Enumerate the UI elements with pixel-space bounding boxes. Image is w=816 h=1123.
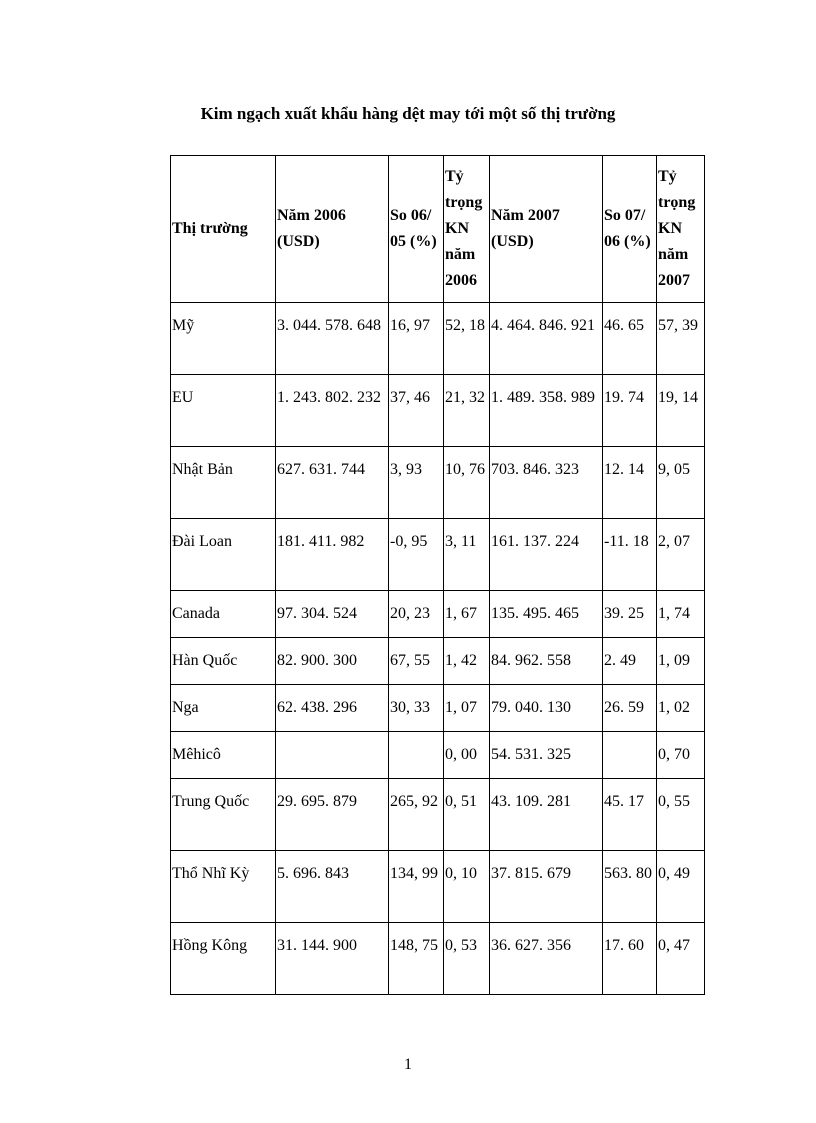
header-value-2006: Năm 2006 (USD)	[276, 156, 389, 303]
cell-share-2006: 21, 32	[444, 375, 490, 447]
table-row	[171, 375, 705, 447]
cell-market: Thổ Nhĩ Kỳ	[171, 851, 276, 923]
cell-share-2007: 19, 14	[657, 375, 705, 447]
cell-growth-06-05: 16, 97	[389, 303, 444, 375]
cell-share-2007: 1, 02	[657, 685, 705, 732]
cell-share-2007: 1, 74	[657, 591, 705, 638]
cell-share-2006: 1, 42	[444, 638, 490, 685]
header-growth-07-06: So 07/ 06 (%)	[603, 156, 657, 303]
cell-growth-06-05: 30, 33	[389, 685, 444, 732]
table-row	[171, 732, 705, 779]
cell-market: Hàn Quốc	[171, 638, 276, 685]
header-growth-06-05: So 06/ 05 (%)	[389, 156, 444, 303]
cell-value-2006: 31. 144. 900	[276, 923, 389, 995]
page-number: 1	[404, 1056, 412, 1073]
cell-value-2006: 1. 243. 802. 232	[276, 375, 389, 447]
cell-value-2007: 54. 531. 325	[490, 732, 603, 779]
cell-value-2007: 161. 137. 224	[490, 519, 603, 591]
table-row	[171, 851, 705, 923]
table-row	[171, 638, 705, 685]
cell-value-2007: 1. 489. 358. 989	[490, 375, 603, 447]
cell-growth-07-06: 2. 49	[603, 638, 657, 685]
table-row	[171, 303, 705, 375]
cell-growth-06-05: 148, 75	[389, 923, 444, 995]
cell-market: EU	[171, 375, 276, 447]
table-row	[171, 923, 705, 995]
cell-share-2006: 0, 53	[444, 923, 490, 995]
cell-value-2007: 37. 815. 679	[490, 851, 603, 923]
cell-share-2006: 52, 18	[444, 303, 490, 375]
cell-value-2006: 181. 411. 982	[276, 519, 389, 591]
cell-value-2006: 62. 438. 296	[276, 685, 389, 732]
cell-market: Mêhicô	[171, 732, 276, 779]
cell-growth-06-05: 37, 46	[389, 375, 444, 447]
cell-growth-07-06: -11. 18	[603, 519, 657, 591]
cell-share-2006: 0, 00	[444, 732, 490, 779]
table-row	[171, 779, 705, 851]
cell-value-2007: 43. 109. 281	[490, 779, 603, 851]
header-share-2007: Tỷ trọng KN năm 2007	[657, 156, 705, 303]
cell-growth-07-06: 45. 17	[603, 779, 657, 851]
cell-share-2006: 0, 10	[444, 851, 490, 923]
cell-growth-07-06: 19. 74	[603, 375, 657, 447]
cell-growth-06-05: 265, 92	[389, 779, 444, 851]
cell-value-2006: 29. 695. 879	[276, 779, 389, 851]
cell-share-2007: 0, 49	[657, 851, 705, 923]
cell-share-2007: 57, 39	[657, 303, 705, 375]
export-table	[170, 155, 705, 995]
cell-value-2007: 36. 627. 356	[490, 923, 603, 995]
cell-share-2006: 0, 51	[444, 779, 490, 851]
table-row	[171, 591, 705, 638]
cell-growth-07-06: 26. 59	[603, 685, 657, 732]
header-share-2006: Tỷ trọng KN năm 2006	[444, 156, 490, 303]
cell-share-2007: 9, 05	[657, 447, 705, 519]
cell-share-2007: 1, 09	[657, 638, 705, 685]
cell-market: Mỹ	[171, 303, 276, 375]
cell-share-2006: 1, 07	[444, 685, 490, 732]
cell-growth-07-06	[603, 732, 657, 779]
cell-value-2007: 135. 495. 465	[490, 591, 603, 638]
cell-share-2007: 0, 70	[657, 732, 705, 779]
cell-growth-07-06: 46. 65	[603, 303, 657, 375]
cell-growth-06-05	[389, 732, 444, 779]
cell-share-2007: 2, 07	[657, 519, 705, 591]
document-title: Kim ngạch xuất khẩu hàng dệt may tới một số thị trường	[200, 104, 616, 123]
cell-growth-06-05: 67, 55	[389, 638, 444, 685]
table-row	[171, 519, 705, 591]
cell-growth-06-05: 20, 23	[389, 591, 444, 638]
cell-value-2007: 79. 040. 130	[490, 685, 603, 732]
cell-growth-06-05: -0, 95	[389, 519, 444, 591]
cell-value-2007: 703. 846. 323	[490, 447, 603, 519]
cell-share-2006: 1, 67	[444, 591, 490, 638]
cell-market: Hồng Kông	[171, 923, 276, 995]
cell-market: Đài Loan	[171, 519, 276, 591]
cell-value-2006: 97. 304. 524	[276, 591, 389, 638]
cell-growth-07-06: 12. 14	[603, 447, 657, 519]
cell-market: Nhật Bản	[171, 447, 276, 519]
cell-market: Canada	[171, 591, 276, 638]
cell-market: Trung Quốc	[171, 779, 276, 851]
table-row	[171, 685, 705, 732]
cell-share-2007: 0, 47	[657, 923, 705, 995]
cell-growth-06-05: 3, 93	[389, 447, 444, 519]
cell-growth-07-06: 39. 25	[603, 591, 657, 638]
cell-value-2007: 84. 962. 558	[490, 638, 603, 685]
cell-share-2006: 3, 11	[444, 519, 490, 591]
cell-share-2007: 0, 55	[657, 779, 705, 851]
cell-share-2006: 10, 76	[444, 447, 490, 519]
cell-growth-07-06: 563. 80	[603, 851, 657, 923]
cell-growth-07-06: 17. 60	[603, 923, 657, 995]
cell-growth-06-05: 134, 99	[389, 851, 444, 923]
cell-value-2006: 627. 631. 744	[276, 447, 389, 519]
cell-value-2006: 82. 900. 300	[276, 638, 389, 685]
cell-market: Nga	[171, 685, 276, 732]
cell-value-2006: 3. 044. 578. 648	[276, 303, 389, 375]
table-row	[171, 447, 705, 519]
header-market: Thị trường	[171, 156, 276, 303]
cell-value-2007: 4. 464. 846. 921	[490, 303, 603, 375]
cell-value-2006	[276, 732, 389, 779]
header-value-2007: Năm 2007 (USD)	[490, 156, 603, 303]
cell-value-2006: 5. 696. 843	[276, 851, 389, 923]
table-header-row	[171, 156, 705, 303]
